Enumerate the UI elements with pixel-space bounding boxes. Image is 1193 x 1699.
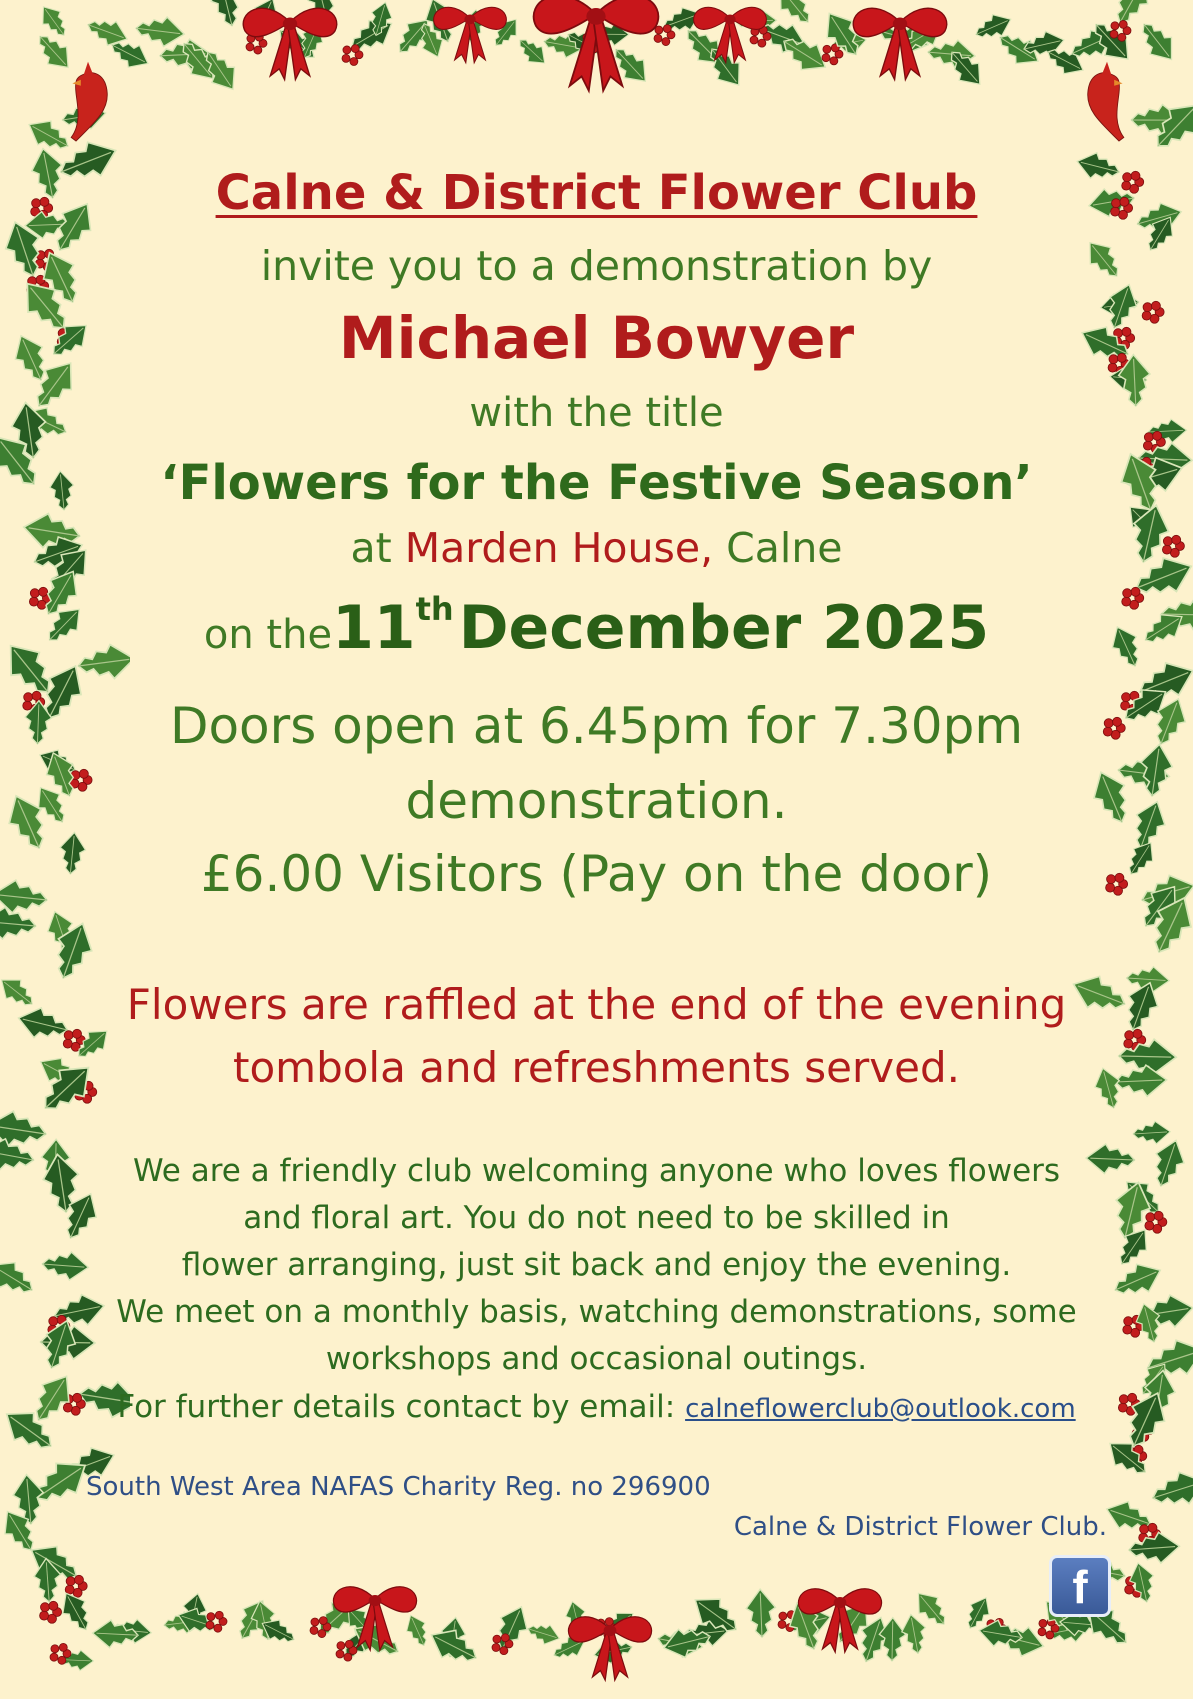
invite-line: invite you to a demonstration by bbox=[260, 242, 933, 290]
raffle-line-1: Flowers are raffled at the end of the evening bbox=[126, 980, 1067, 1029]
with-title-line: with the title bbox=[469, 390, 724, 436]
charity-registration: South West Area NAFAS Charity Reg. no 296900 bbox=[86, 1472, 711, 1502]
date-day: 11 bbox=[332, 593, 416, 663]
raffle-line-2: tombola and refreshments served. bbox=[233, 1043, 960, 1092]
contact-email-link[interactable]: calneflowerclub@outlook.com bbox=[685, 1394, 1076, 1424]
doors-line: Doors open at 6.45pm for 7.30pm bbox=[169, 697, 1024, 755]
about-line-1: We are a friendly club welcoming anyone who loves flowers bbox=[132, 1153, 1061, 1189]
facebook-icon[interactable]: f bbox=[1049, 1555, 1111, 1617]
talk-title: ‘Flowers for the Festive Season’ bbox=[160, 455, 1033, 511]
venue-place: Marden House, bbox=[404, 524, 714, 572]
contact-line bbox=[110, 1389, 1083, 1425]
venue-town: Calne bbox=[726, 524, 843, 572]
date-line bbox=[110, 590, 1083, 663]
venue-line bbox=[110, 524, 1083, 572]
about-line-5: workshops and occasional outings. bbox=[325, 1341, 868, 1377]
price-line: £6.00 Visitors (Pay on the door) bbox=[200, 845, 993, 903]
date-suffix: th bbox=[415, 590, 454, 628]
flyer-content bbox=[110, 0, 1083, 1699]
about-line-2: and floral art. You do not need to be skilled in bbox=[243, 1200, 950, 1236]
club-title: Calne & District Flower Club bbox=[215, 165, 978, 221]
about-line-4: We meet on a monthly basis, watching demonstrations, some bbox=[116, 1294, 1077, 1330]
about-line-3: flower arranging, just sit back and enjoy the evening. bbox=[181, 1247, 1012, 1283]
venue-prefix: at bbox=[350, 524, 392, 572]
speaker-name: Michael Bowyer bbox=[338, 304, 855, 372]
contact-prefix: For further details contact by email: bbox=[117, 1389, 676, 1425]
date-prefix: on the bbox=[203, 612, 333, 658]
doors-line-2: demonstration. bbox=[405, 772, 788, 830]
date-month-year: December 2025 bbox=[458, 593, 990, 663]
club-signature: Calne & District Flower Club. bbox=[733, 1512, 1107, 1542]
